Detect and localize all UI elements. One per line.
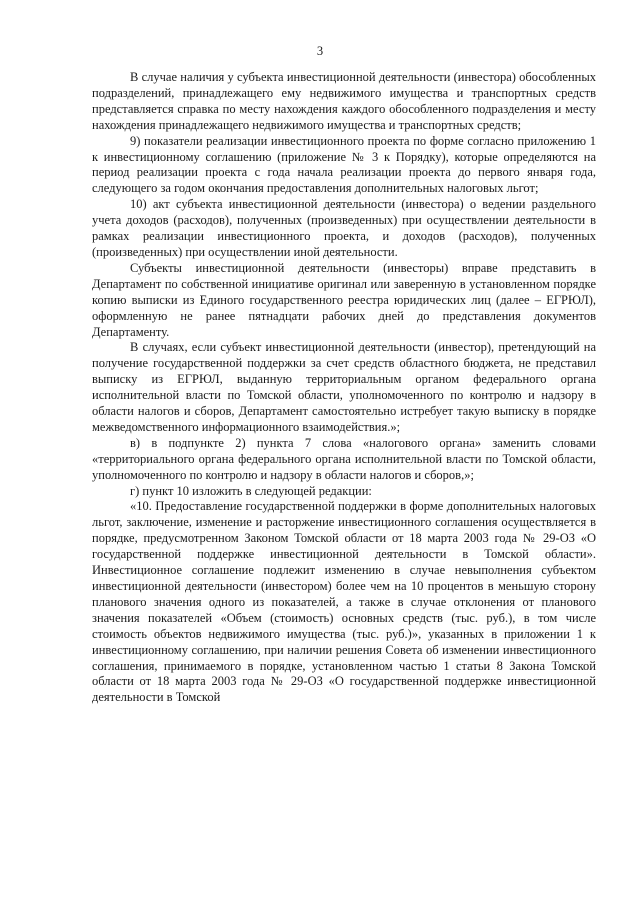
paragraph-separate-units-certificate: В случае наличия у субъекта инвестиционной деятельности (инвестора) обособленных подразделений, принадлежащего ему недвижимого имущества и транспортных средств представляется справка по месту нахождения каждого обособленного подразделения и месту нахождения принадлежащего недвижимого имущества и транспортных средств; bbox=[92, 70, 596, 132]
page-number: 3 bbox=[316, 44, 324, 58]
document-body bbox=[92, 70, 596, 706]
paragraph-egrul-request: В случаях, если субъект инвестиционной деятельности (инвестор), претендующий на получение государственной поддержки за счет средств областного бюджета, не представил выписку из ЕГРЮЛ, выданную территориальным органом федерального органа исполнительной власти по Томской области, уполномоченного по контролю и надзору в области налогов и сборов, Департамент самостоятельно истребует такую выписку в порядке межведомственного информационного взаимодействия.»; bbox=[92, 340, 596, 434]
paragraph-egrul-extract: Субъекты инвестиционной деятельности (инвесторы) вправе представить в Департамент по собственной инициативе оригинал или заверенную в установленном порядке копию выписки из Единого государственного реестра юридических лиц (далее – ЕГРЮЛ), оформленную не ранее пятнадцати рабочих дней до представления документов Департаменту. bbox=[92, 260, 596, 339]
paragraph-item-9-indicators: 9) показатели реализации инвестиционного проекта по форме согласно приложению 1 к инвестиционному соглашению (приложение № 3 к Порядку), которые определяются на период реализации проекта с года начала реализации проекта до первого января года, следующего за годом окончания предоставления дополнительных налоговых льгот; bbox=[92, 133, 596, 196]
paragraph-item-10-accounting-act: 10) акт субъекта инвестиционной деятельности (инвестора) о ведении раздельного учета доходов (расходов), полученных (произведенных) при осуществлении деятельности в рамках реализации инвестиционного проекта, и доходов (расходов), полученных (произведенных) при осуществлении иной деятельности. bbox=[92, 197, 596, 259]
paragraph-point-10-new-text: «10. Предоставление государственной поддержки в форме дополнительных налоговых льгот, заключение, изменение и расторжение инвестиционного соглашения осуществляется в порядке, предусмотренном Законом Томской области от 18 марта 2003 года № 29-ОЗ «О государственной поддержке инвестиционной деятельности в Томской области». Инвестиционное соглашение подлежит изменению в случае невыполнения субъектом инвестиционной деятельности (инвестором) более чем на 10 процентов в меньшую сторону планового значения одного из показателей, а также в случае отклонения от планового значения показателей «Объем (стоимость) основных средств (тыс. руб.), в том числе стоимость объектов недвижимого имущества (тыс. руб.)», указанных в приложении 1 к инвестиционному соглашению, при наличии решения Совета об изменении инвестиционного соглашения, принимаемого в порядке, установленном частью 1 статьи 8 Закона Томской области от 18 марта 2003 года № 29-ОЗ «О государственной поддержке инвестиционной деятельности в Томской bbox=[92, 499, 596, 705]
paragraph-subitem-v: в) в подпункте 2) пункта 7 слова «налогового органа» заменить словами «территориального органа федерального органа исполнительной власти по Томской области, уполномоченного по контролю и надзору в области налогов и сборов,»; bbox=[92, 435, 596, 482]
paragraph-subitem-g: г) пункт 10 изложить в следующей редакции: bbox=[130, 483, 372, 498]
